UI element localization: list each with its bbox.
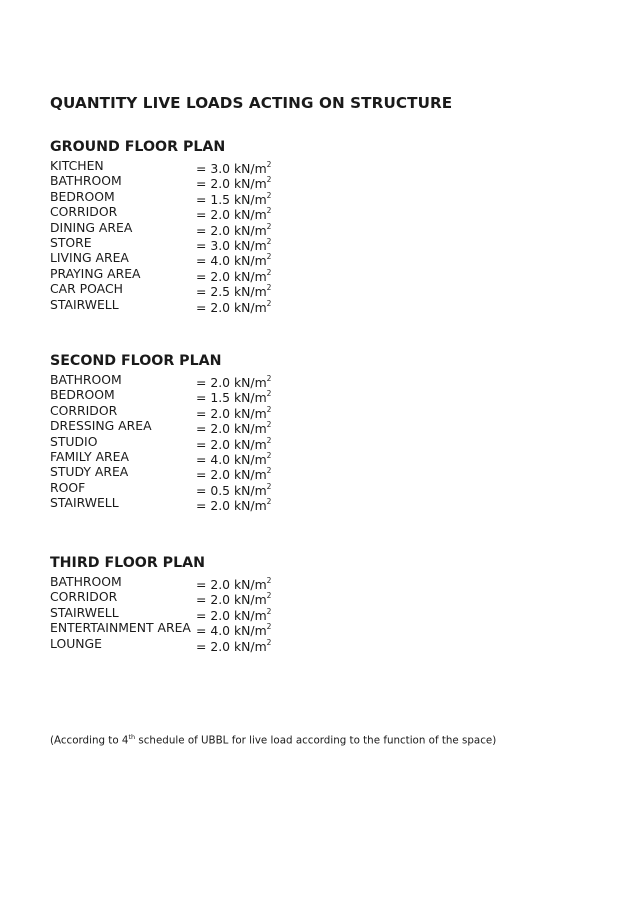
unit-exponent: 2 <box>266 252 272 262</box>
footnote-before: (According to 4 <box>50 734 129 747</box>
ground-floor-section <box>50 138 272 315</box>
unit-exponent: 2 <box>266 298 272 308</box>
unit-exponent: 2 <box>266 435 272 445</box>
load-row <box>50 265 272 284</box>
footnote-after: schedule of UBBL for live load according to the function of the space) <box>135 734 497 747</box>
unit-exponent: 2 <box>266 389 272 399</box>
load-row <box>50 464 272 483</box>
load-value-text: = 0.5 kN/m <box>196 482 267 498</box>
space-name: BEDROOM <box>50 387 115 403</box>
load-value-text: = 2.0 kN/m <box>196 498 267 514</box>
load-row <box>50 188 272 207</box>
load-row <box>50 372 272 391</box>
page-title: QUANTITY LIVE LOADS ACTING ON STRUCTURE <box>50 94 453 112</box>
space-name: CORRIDOR <box>50 402 118 418</box>
section-heading: THIRD FLOOR PLAN <box>50 555 205 571</box>
footnote-sup: th <box>128 733 136 741</box>
load-value-text: = 2.0 kN/m <box>196 375 267 391</box>
space-name: ENTERTAINMENT AREA <box>50 620 191 636</box>
unit-exponent: 2 <box>266 267 272 277</box>
space-name: STAIRWELL <box>50 495 119 511</box>
load-row <box>50 604 272 623</box>
load-value-text: = 4.0 kN/m <box>196 253 267 269</box>
load-value-text: = 2.0 kN/m <box>196 577 267 593</box>
unit-exponent: 2 <box>266 450 272 460</box>
space-name: LIVING AREA <box>50 250 129 266</box>
load-value <box>196 495 271 514</box>
load-row <box>50 173 272 192</box>
footnote <box>50 733 496 746</box>
space-name: BATHROOM <box>50 372 122 387</box>
third-floor-section <box>50 554 272 654</box>
load-value <box>196 297 271 316</box>
unit-exponent: 2 <box>266 576 272 585</box>
load-row <box>50 589 272 608</box>
load-row <box>50 479 272 498</box>
unit-exponent: 2 <box>266 591 272 601</box>
section-heading: GROUND FLOOR PLAN <box>50 139 226 155</box>
load-row <box>50 158 272 177</box>
load-value-text: = 2.0 kN/m <box>196 436 267 452</box>
unit-exponent: 2 <box>266 160 272 169</box>
load-value-text: = 3.0 kN/m <box>196 161 267 177</box>
space-name: CORRIDOR <box>50 589 118 605</box>
space-name: BATHROOM <box>50 173 122 189</box>
space-name: BEDROOM <box>50 188 115 204</box>
space-name: KITCHEN <box>50 158 104 173</box>
load-value-text: = 1.5 kN/m <box>196 390 267 406</box>
space-name: LOUNGE <box>50 635 102 651</box>
space-name: STAIRWELL <box>50 604 119 620</box>
load-row <box>50 635 272 654</box>
space-name: STUDIO <box>50 433 98 449</box>
unit-exponent: 2 <box>266 175 272 185</box>
unit-exponent: 2 <box>266 374 272 383</box>
second-floor-section <box>50 352 272 514</box>
load-list <box>50 372 272 514</box>
load-list <box>50 158 272 315</box>
load-value-text: = 2.0 kN/m <box>196 222 267 238</box>
load-row <box>50 281 272 300</box>
unit-exponent: 2 <box>266 497 272 507</box>
load-value-text: = 4.0 kN/m <box>196 452 267 468</box>
load-value-text: = 2.0 kN/m <box>196 592 267 608</box>
space-name: CORRIDOR <box>50 204 118 220</box>
load-row <box>50 574 272 593</box>
load-value-text: = 2.0 kN/m <box>196 176 267 192</box>
load-value-text: = 3.0 kN/m <box>196 238 267 254</box>
unit-exponent: 2 <box>266 236 272 246</box>
load-row <box>50 219 272 238</box>
space-name: STORE <box>50 234 92 250</box>
unit-exponent: 2 <box>266 606 272 616</box>
unit-exponent: 2 <box>266 637 272 647</box>
load-row <box>50 495 272 514</box>
load-row <box>50 387 272 406</box>
load-value <box>196 636 271 655</box>
load-value-text: = 2.0 kN/m <box>196 405 267 421</box>
space-name: STAIRWELL <box>50 296 119 312</box>
space-name: BATHROOM <box>50 574 122 589</box>
load-value-text: = 2.0 kN/m <box>196 207 267 223</box>
load-value-text: = 2.0 kN/m <box>196 638 267 654</box>
unit-exponent: 2 <box>266 466 272 476</box>
load-value-text: = 2.0 kN/m <box>196 421 267 437</box>
load-row <box>50 204 272 223</box>
unit-exponent: 2 <box>266 420 272 430</box>
unit-exponent: 2 <box>266 481 272 491</box>
unit-exponent: 2 <box>266 206 272 216</box>
load-row <box>50 433 272 452</box>
space-name: ROOF <box>50 479 86 495</box>
load-row <box>50 296 272 315</box>
load-value-text: = 2.0 kN/m <box>196 299 267 315</box>
space-name: DINING AREA <box>50 219 133 235</box>
load-value-text: = 2.5 kN/m <box>196 284 267 300</box>
unit-exponent: 2 <box>266 283 272 293</box>
load-row <box>50 402 272 421</box>
unit-exponent: 2 <box>266 622 272 632</box>
load-value-text: = 2.0 kN/m <box>196 268 267 284</box>
load-row <box>50 418 272 437</box>
load-row <box>50 234 272 254</box>
unit-exponent: 2 <box>266 404 272 414</box>
space-name: PRAYING AREA <box>50 265 141 281</box>
load-value-text: = 4.0 kN/m <box>196 623 267 639</box>
unit-exponent: 2 <box>266 221 272 231</box>
load-row <box>50 448 272 468</box>
space-name: CAR POACH <box>50 281 123 297</box>
space-name: STUDY AREA <box>50 464 129 480</box>
section-heading: SECOND FLOOR PLAN <box>50 353 222 369</box>
load-row <box>50 250 272 269</box>
space-name: DRESSING AREA <box>50 418 152 434</box>
load-value-text: = 2.0 kN/m <box>196 607 267 623</box>
space-name: FAMILY AREA <box>50 448 129 464</box>
load-row <box>50 620 272 639</box>
unit-exponent: 2 <box>266 190 272 200</box>
load-value-text: = 2.0 kN/m <box>196 467 267 483</box>
load-value-text: = 1.5 kN/m <box>196 191 267 207</box>
load-list <box>50 574 272 654</box>
